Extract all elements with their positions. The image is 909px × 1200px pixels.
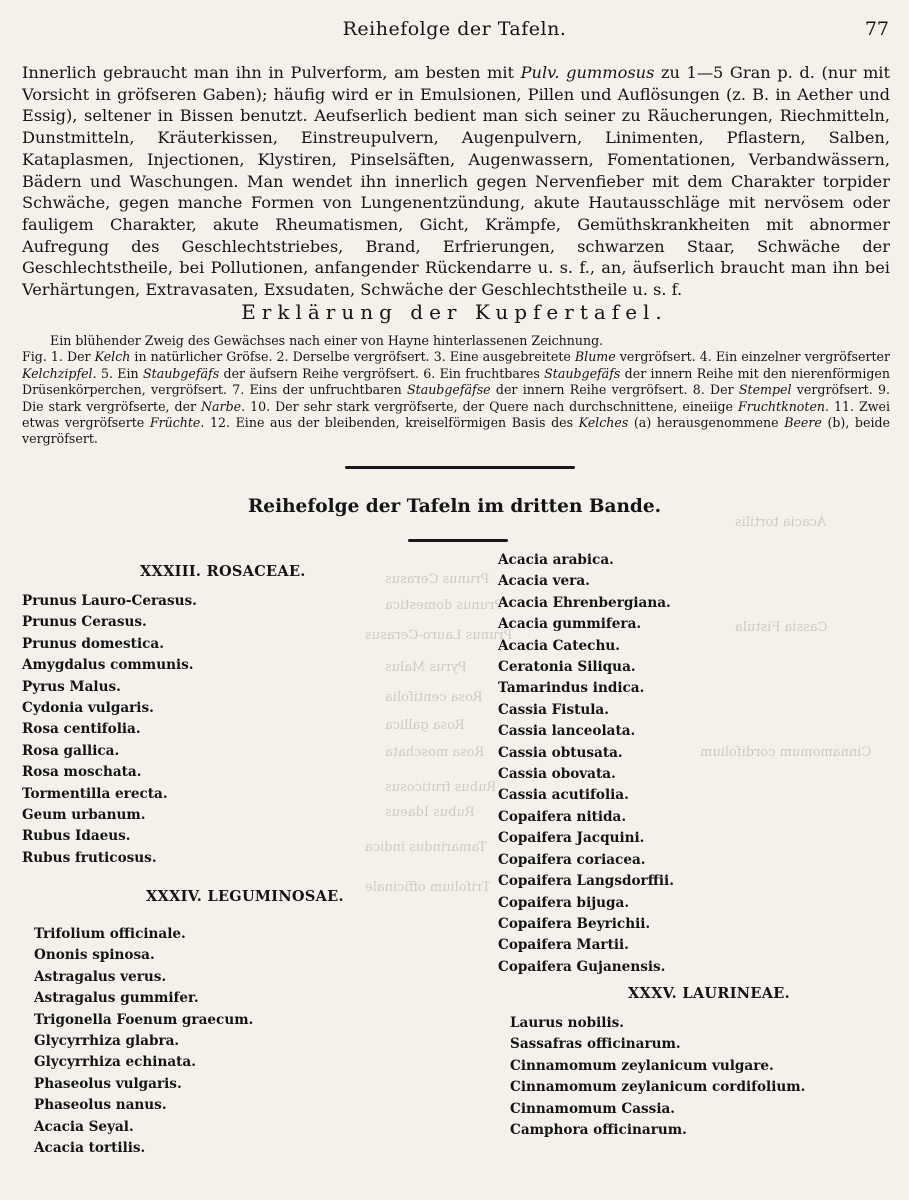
list-item: Copaifera Jacquini. bbox=[498, 830, 645, 847]
list-item: Copaifera coriacea. bbox=[498, 851, 646, 868]
divider-rule bbox=[345, 466, 575, 469]
list-item: Prunus Cerasus. bbox=[22, 614, 147, 631]
list-item: Copaifera Gujanensis. bbox=[498, 958, 666, 975]
bleed-through-text: Tamarindus indica bbox=[365, 840, 487, 855]
list-item: Rubus Idaeus. bbox=[22, 828, 131, 845]
plate-text-segment: der äufsern Reihe vergröfsert. 6. Ein fruchtbares bbox=[219, 365, 545, 381]
list-item: Copaifera Langsdorffii. bbox=[498, 873, 674, 890]
bleed-through-text: Rosa moschata bbox=[385, 745, 485, 760]
rosaceae-list bbox=[22, 591, 197, 869]
list-item: Cydonia vulgaris. bbox=[22, 700, 154, 717]
family-heading-rosaceae: XXXIII. ROSACEAE. bbox=[140, 563, 306, 580]
plate-text-segment: (b), beide vergröfsert. bbox=[22, 415, 890, 447]
list-item: Acacia Ehrenbergiana. bbox=[498, 594, 671, 611]
page-header bbox=[20, 18, 889, 48]
plate-explanation bbox=[22, 333, 890, 448]
bleed-through-text: Rubus Idaeus bbox=[385, 805, 475, 820]
divider-rule-short bbox=[408, 539, 508, 542]
list-item: Cassia obovata. bbox=[498, 766, 616, 783]
body-text-italic: Pulv. gummosus bbox=[520, 63, 655, 82]
list-item: Amygdalus communis. bbox=[22, 657, 194, 674]
bleed-through-text: Rosa gallica bbox=[385, 718, 465, 733]
list-item: Cinnamomum zeylanicum vulgare. bbox=[510, 1057, 774, 1074]
plate-text-segment: der innern Reihe vergröfsert. 8. Der bbox=[490, 382, 739, 398]
plate-heading: Erklärung der Kupfertafel. bbox=[241, 300, 668, 324]
plate-term: Stempel bbox=[738, 382, 792, 398]
plate-term: Staubgefäfs bbox=[143, 365, 220, 381]
plate-text-segment: . 11. Zwei etwas vergröfserte bbox=[22, 398, 890, 431]
list-item: Phaseolus vulgaris. bbox=[34, 1075, 182, 1092]
list-item: Prunus domestica. bbox=[22, 635, 164, 652]
list-item: Acacia gummifera. bbox=[498, 616, 642, 633]
index-title: Reihefolge der Tafeln im dritten Bande. bbox=[247, 496, 662, 517]
bleed-through-text: Trifolium officinale bbox=[365, 880, 491, 895]
list-item: Prunus Lauro-Cerasus. bbox=[22, 593, 197, 609]
list-item: Geum urbanum. bbox=[22, 807, 146, 824]
list-item: Copaifera Martii. bbox=[498, 937, 629, 954]
list-item: Trigonella Foenum graecum. bbox=[34, 1011, 254, 1028]
family-heading-laurineae: XXXV. LAURINEAE. bbox=[628, 985, 790, 1002]
list-item: Rosa centifolia. bbox=[22, 721, 141, 738]
list-item: Acacia vera. bbox=[498, 573, 590, 590]
plate-text-segment: vergröfsert. 4. Ein einzelner vergröfserter bbox=[615, 349, 890, 365]
list-item: Tormentilla erecta. bbox=[22, 785, 168, 802]
plate-intro: Ein blühender Zweig des Gewächses nach einer von Hayne hinterlassenen Zeichnung. bbox=[50, 333, 604, 348]
list-item: Cinnamomum zeylanicum cordifolium. bbox=[510, 1079, 806, 1096]
list-item: Copaifera nitida. bbox=[498, 808, 627, 825]
list-item: Laurus nobilis. bbox=[510, 1015, 625, 1031]
running-title: Reihefolge der Tafeln. bbox=[342, 18, 567, 40]
plate-text-segment: in natürlicher Gröfse. 2. Derselbe vergröfsert. 3. Eine ausgebreitete bbox=[130, 349, 575, 365]
leguminosae-list-left bbox=[34, 924, 253, 1159]
plate-text-segment: (a) herausgenommene bbox=[628, 415, 785, 431]
list-item: Rosa gallica. bbox=[22, 742, 120, 759]
plate-term: Früchte bbox=[149, 415, 201, 431]
list-item: Acacia tortilis. bbox=[34, 1140, 146, 1157]
bleed-through-text: Prunus domestica bbox=[385, 598, 504, 613]
plate-text-segment: vergröfsert. 9. Die stark vergröfserte, der bbox=[22, 382, 890, 414]
list-item: Sassafras officinarum. bbox=[510, 1036, 681, 1053]
list-item: Cassia lanceolata. bbox=[498, 723, 636, 740]
list-item: Rubus fruticosus. bbox=[22, 849, 157, 866]
plate-term: Fruchtknoten bbox=[737, 398, 826, 414]
plate-term: Narbe bbox=[201, 398, 242, 414]
plate-text-segment: . 10. Der sehr stark vergröfserte, der Quere nach durchschnittene, eineiige bbox=[241, 398, 738, 414]
list-item: Glycyrrhiza glabra. bbox=[34, 1033, 180, 1050]
plate-text-segment: der innern Reihe mit den nierenförmigen Drüsenkörperchen, vergröfsert. 7. Eins der unfruchtbaren bbox=[22, 365, 890, 398]
plate-term: Kelch bbox=[94, 349, 131, 365]
family-heading-leguminosae: XXXIV. LEGUMINOSAE. bbox=[146, 888, 344, 905]
list-item: Astragalus gummifer. bbox=[34, 990, 199, 1007]
list-item: Acacia Seyal. bbox=[34, 1118, 134, 1135]
leguminosae-list-right bbox=[498, 550, 674, 978]
bleed-through-text: Cinnamomum cordifolium bbox=[700, 745, 872, 760]
plate-text-segment: . 5. Ein bbox=[92, 365, 143, 381]
body-paragraph bbox=[22, 62, 890, 301]
bleed-through-text: Prunus Lauro-Cerasus bbox=[365, 628, 513, 643]
plate-term: Kelchzipfel bbox=[22, 365, 93, 381]
list-item: Trifolium officinale. bbox=[34, 926, 186, 942]
bleed-through-text: Rubus fruticosus bbox=[385, 780, 497, 795]
plate-text-segment: Fig. 1. Der bbox=[22, 349, 95, 365]
list-item: Phaseolus nanus. bbox=[34, 1097, 167, 1114]
list-item: Cassia obtusata. bbox=[498, 744, 623, 761]
body-text-start: Innerlich gebraucht man ihn in Pulverform, am besten mit bbox=[22, 63, 521, 82]
list-item: Ceratonia Siliqua. bbox=[498, 659, 636, 676]
list-item: Copaifera bijuga. bbox=[498, 894, 630, 911]
laurineae-list bbox=[510, 1013, 805, 1141]
list-item: Acacia arabica. bbox=[498, 552, 614, 568]
bleed-through-text: Acacia tortilis bbox=[735, 515, 827, 530]
list-item: Glycyrrhiza echinata. bbox=[34, 1054, 196, 1071]
list-item: Pyrus Malus. bbox=[22, 678, 121, 695]
bleed-through-text: Pyrus Malus bbox=[385, 660, 467, 675]
bleed-through-text: Rosa centifolia bbox=[385, 690, 483, 705]
plate-term: Beere bbox=[784, 415, 822, 431]
plate-term: Blume bbox=[574, 349, 616, 365]
list-item: Copaifera Beyrichii. bbox=[498, 915, 651, 932]
list-item: Cinnamomum Cassia. bbox=[510, 1100, 676, 1117]
plate-term: Staubgefäfse bbox=[407, 382, 491, 398]
body-text-rest: zu 1—5 Gran p. d. (nur mit Vorsicht in gröfseren Gaben); häufig wird er in Emulsionen, Pillen und Auflösungen (z. B. in Aether und Essig), seltener in Bissen benutzt. Aeufserlich bedient man sich seiner zu Räucherungen, Riechmitteln, Dunstmitteln, Kräuterkissen, Einstreupulvern, Augenpulvern, Linimenten, Pflastern, Salben, Kataplasmen, Injectionen, Klystiren, Pinselsäften, Augenwassern, Fomentationen, Verbandwässern, Bädern und Waschungen. Man wendet ihn innerlich gegen Nervenfieber mit dem Charakter torpider Schwäche, gegen manche Formen von Lungenentzündung, akute Hautausschläge mit nervösem oder fauligem Charakter, akute Rheumatismen, Gicht, Krämpfe, Gemüthskrankheiten mit abnormer Aufregung des Geschlechtstriebes, Brand, Erfrierungen, schwarzen Staar, Schwäche der Geschlechtstheile, bei Pollutionen, anfangender Rückendarre u. s. f., an, äufserlich braucht man ihn bei Verhärtungen, Extravasaten, Exsudaten, Schwäche der Geschlechtstheile u. s. f. bbox=[22, 63, 890, 300]
plate-text-segment: . 12. Eine aus der bleibenden, kreiselförmigen Basis des bbox=[200, 415, 579, 431]
list-item: Cassia acutifolia. bbox=[498, 787, 629, 804]
plate-term: Staubgefäfs bbox=[544, 365, 621, 381]
list-item: Camphora officinarum. bbox=[510, 1122, 687, 1139]
plate-term: Kelches bbox=[578, 415, 629, 431]
list-item: Astragalus verus. bbox=[34, 968, 167, 985]
bleed-through-text: Cassia Fistula bbox=[735, 620, 828, 635]
page-number: 77 bbox=[864, 18, 889, 40]
bleed-through-text: Prunus Cerasus bbox=[385, 572, 490, 587]
list-item: Rosa moschata. bbox=[22, 764, 142, 781]
list-item: Ononis spinosa. bbox=[34, 947, 155, 964]
list-item: Cassia Fistula. bbox=[498, 701, 609, 718]
list-item: Tamarindus indica. bbox=[498, 680, 645, 697]
list-item: Acacia Catechu. bbox=[498, 637, 620, 654]
